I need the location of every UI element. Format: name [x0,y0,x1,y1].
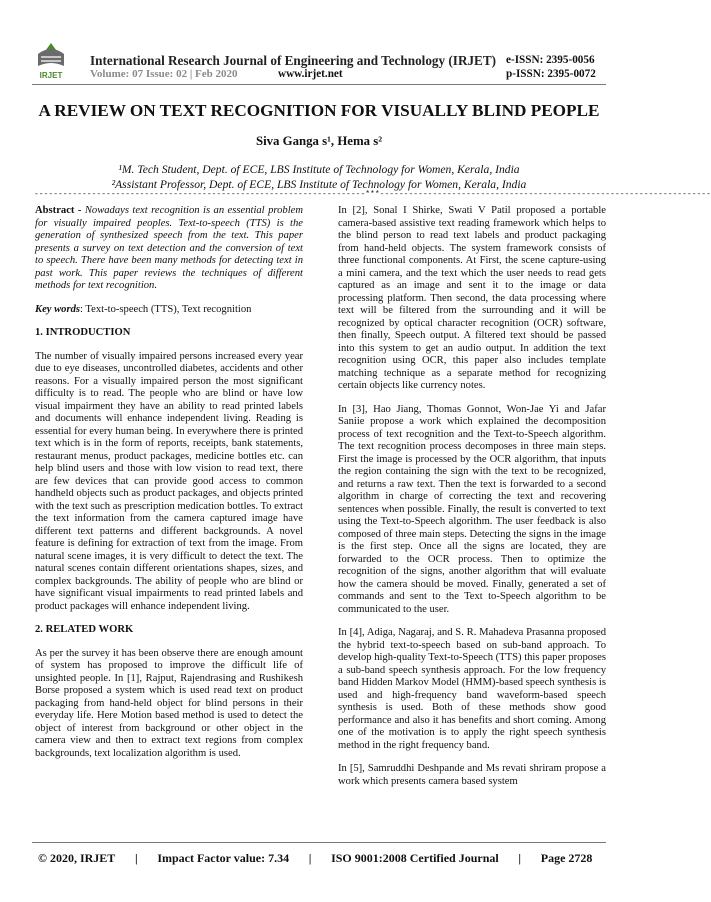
section-heading-introduction: 1. INTRODUCTION [35,327,131,338]
p-issn: p-ISSN: 2395-0072 [506,68,596,80]
paper-title: A REVIEW ON TEXT RECOGNITION FOR VISUALLY BLIND PEOPLE [38,101,600,120]
journal-header [0,0,638,86]
website-link[interactable]: www.irjet.net [278,68,343,80]
footer-divider [32,842,606,843]
affiliation-2: ²Assistant Professor, Dept. of ECE, LBS Institute of Technology for Women, Kerala, India [111,178,527,191]
footer-sep-2: | [308,851,312,865]
footer-page-number: Page 2728 [540,851,593,865]
affiliation-1: ¹M. Tech Student, Dept. of ECE, LBS Institute of Technology for Women, Kerala, India [118,163,520,176]
keywords-text: : Text-to-speech (TTS), Text recognition [80,303,252,315]
irjet-logo-icon [32,40,70,82]
keywords-label: Key words [35,303,81,315]
footer-impact-factor: Impact Factor value: 7.34 [157,851,290,865]
keywords [35,304,303,317]
introduction-paragraph: The number of visually impaired persons increased every year due to eye diseases, uncontrolled diabetes, accidents and other reasons. For a visually impaired person the most significant difficulty is to read. The people who are blind or have low visual impairment they have an ability to read printed labels and documents will enhance independent living. Reading is essential for every human being. In everywhere there is printed text which is in the form of reports, receipts, bank statements, restaurant menus, product packages, medicine bottles etc. can help blind users and those with low vision to read text, there are few devices that can provide good access to common handheld objects such as product packages, and objects printed with the text such as prescription medication bottles. To extract the text information from the camera captured image have different text patterns and different backgrounds. A novel feature is defining for extraction of text from the image. From natural scene images, it is very difficult to detect the text. The natural scenes contain different orientations shapes, sizes, and complex backgrounds. The ability of people who are blind or have significant visual impairments to read printed labels and product packages will enhance independent living. [35,350,303,612]
abstract [35,205,303,293]
footer-copyright: © 2020, IRJET [38,851,116,865]
paragraph-ref-5: In [5], Samruddhi Deshpande and Ms revati shriram propose a work which presents camera based system [338,763,606,787]
abstract-label: Abstract - [35,205,82,216]
header-divider [32,84,606,85]
paragraph-ref-4: In [4], Adiga, Nagaraj, and S. R. Mahadeva Prasanna proposed the hybrid text-to-speech based on sub-band approach. To develop high-quality Text-to-Speech (TTS) this paper proposes a sub-band speech synthesis approach. For the low frequency band Hidden Markov Model (HMM)-based speech synthesis is used and high-frequency band waveform-based speech synthesis is used. Both of these methods show good performance and also it has benefits and short coming. Among one of the motivation is to apply the right speech synthesis method in the right frequency band. [338,627,606,751]
section-heading-related-work: 2. RELATED WORK [35,624,134,635]
logo-text: IRJET [39,71,63,80]
footer-sep-3: | [518,851,522,865]
paper-authors: Siva Ganga s¹, Hema s² [255,134,383,148]
e-issn: e-ISSN: 2395-0056 [506,54,595,66]
separator-line: ---------------------------------------------------------------------***--------------------------------------------------------------------- [34,190,711,199]
page-footer [38,851,592,866]
abstract-text: Nowadays text recognition is an essential problem for visually impaired peoples. Text-to-speech (TTS) is the generation of synthesized speech from the text. This paper presents a survey on text detection and the conversion of text to speech. There have been many methods for detecting text in past work. This paper reviews the techniques of different methods for text recognition. [35,205,303,291]
paragraph-ref-2: In [2], Sonal I Shirke, Swati V Patil proposed a portable camera-based assistive text reading framework which helps to the blind person to read text labels and product packaging from hand-held objects. The system framework consists of three functional components. At First, the scene capture-using a mini camera, and the text which the user needs to read gets captured as an image and sent it to the image or data processing platform. Then second, the data processing where text will be filtered from the surrounding and it will be recognized by optical character recognition (OCR) software, then finally, Speech output. A filtered text should be passed into this system to get an audio output. In addition the text recognition using OCR, this paper also includes template matching technique as a separate method for recognizing certain objects like currency notes. [338,205,606,391]
paragraph-ref-3: In [3], Hao Jiang, Thomas Gonnot, Won-Jae Yi and Jafar Saniie propose a work which explained the decomposition process of text recognition and the Text-to-Speech algorithm. The text recognition process decomposes in three main steps. First the image is processed by the OCR algorithm, that inputs the region containing the sign with the text to be recognized, and returns a raw text. Then the text is forwarded to a second algorithm in charge of correcting the text and recovering sentences when possible. Finally, the result is converted to text using the Text-to-Speech algorithm. The user feedback is also composed of three main steps. Detecting the signs in the image is the first step. Once all the signs are located, they are forwarded to the OCR process. Then to optimize the recognition of the signs, another algorithm that will evaluate how the camera should be moved. Finally, generated a set of commands and sent to the Text to-Speech algorithm to be communicated to the user. [338,403,606,615]
footer-sep-1: | [134,851,138,865]
left-column [35,205,303,771]
related-work-paragraph: As per the survey it has been observe there are enough amount of system has proposed to improve the difficult life of unsighted people. In [1], Rajput, Rajendrasing and Rushikesh Borse proposed a system which is used read text on product packaging from hand-held object for blind persons in their everyday life. Here Motion based method is used to detect the object of interest from background or other object in the camera view and then to extract text regions from complex backgrounds, text localization algorithm is used. [35,647,303,759]
footer-iso: ISO 9001:2008 Certified Journal [331,851,499,865]
volume-issue: Volume: 07 Issue: 02 | Feb 2020 [90,68,238,80]
journal-name: International Research Journal of Engineering and Technology (IRJET) [90,53,497,68]
right-column [338,205,606,799]
